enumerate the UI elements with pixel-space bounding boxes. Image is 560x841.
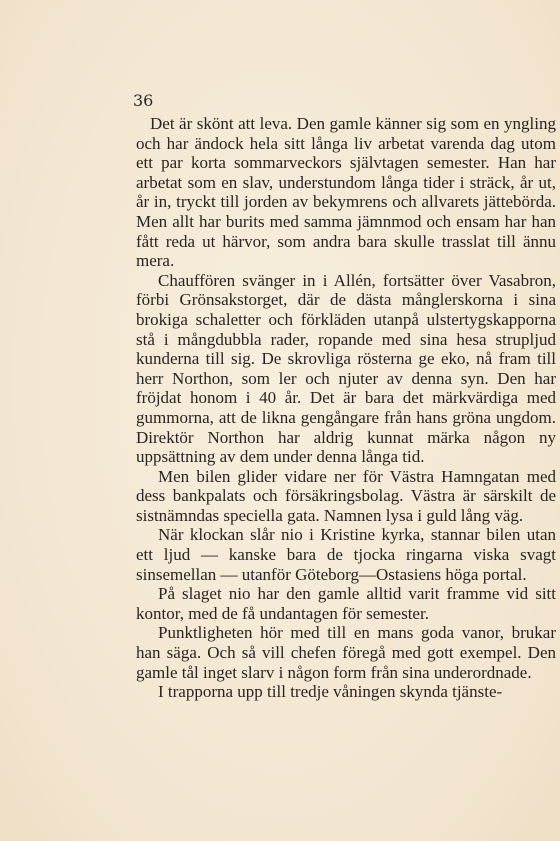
body-text — [136, 114, 556, 702]
page-number: 36 — [133, 91, 154, 110]
paragraph: Men bilen glider vidare ner för Västra Hamngatan med dess bankpalats och försäkringsbolag. Västra är särskilt de sistnämndas speciella gata. Namnen lysa i guld lång väg. — [136, 466, 556, 525]
paragraph: Punktligheten hör med till en mans goda vanor, brukar han säga. Och så vill chefen föregå med gott exempel. Den gamle tål inget slarv i någon form från sina underordnade. — [136, 623, 556, 682]
paragraph: När klockan slår nio i Kristine kyrka, stannar bilen utan ett ljud — kanske bara de tjocka ringarna viska svagt sinsemellan — utanför Göteborg—Ostasiens höga portal. — [136, 525, 556, 584]
paragraph: I trapporna upp till tredje våningen skynda tjänste- — [158, 682, 503, 702]
paragraph: Det är skönt att leva. Den gamle känner sig som en yngling och har ändock hela sitt långa liv arbetat varenda dag utom ett par korta sommarveckors självtagen semester. Han har arbetat som en slav, understundom långa tider i sträck, år ut, år in, tryckt till jorden av bekymrens och allvarets jättebörda. Men allt har burits med samma jämnmod och ensam har han fått reda ut härvor, som andra bara skulle trasslat till ännu mera. — [136, 114, 556, 271]
paragraph: Chauffören svänger in i Allén, fortsätter över Vasabron, förbi Grönsakstorget, där de dästa månglerskorna i sina brokiga schaletter och förkläden utanpå ulstertygskapporna stå i mångdubbla rader, ropande med sina hesa strupljud kunderna till sig. De skrovliga rösterna ge eko, nå fram till herr Northon, som ler och njuter av denna syn. Den har fröjdat honom i 40 år. Det är bara det märkvärdiga med gummorna, att de likna gengångare från hans gröna ungdom. Direktör Northon har aldrig kunnat märka någon ny uppsättning av dem under denna långa tid. — [136, 270, 556, 467]
paragraph: På slaget nio har den gamle alltid varit framme vid sitt kontor, med de få undantagen för semester. — [136, 584, 556, 623]
